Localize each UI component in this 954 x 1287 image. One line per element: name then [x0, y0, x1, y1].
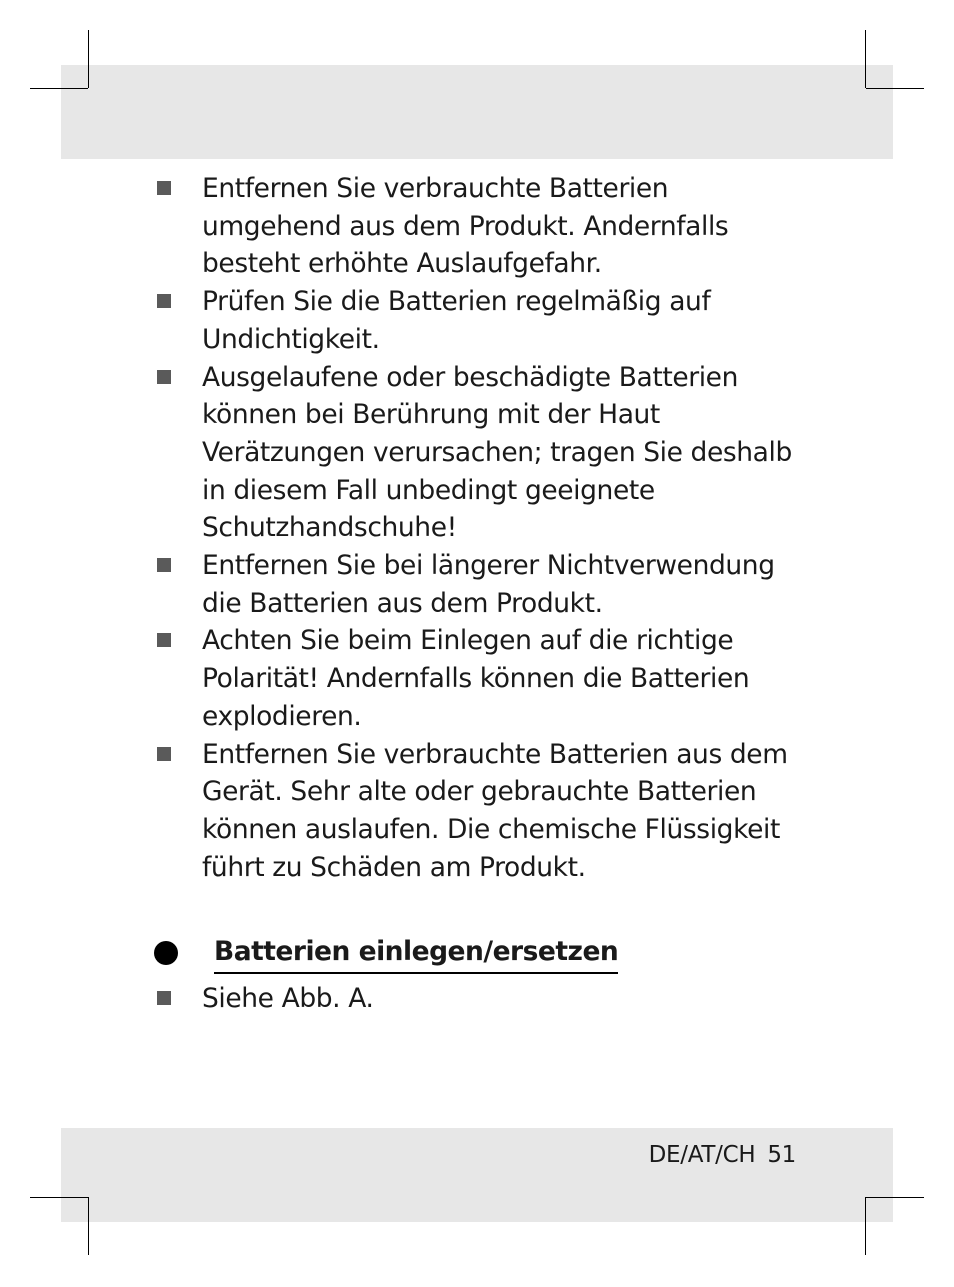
- square-bullet-icon: [157, 558, 171, 572]
- square-bullet-icon: [157, 633, 171, 647]
- list-item-text: Siehe Abb. A.: [202, 983, 374, 1014]
- list-item: [150, 980, 810, 1018]
- square-bullet-icon: [157, 181, 171, 195]
- crop-mark: [88, 1197, 89, 1255]
- crop-mark: [30, 1197, 88, 1198]
- bullet-list: [150, 980, 810, 1018]
- list-item-text: Entfernen Sie verbrauchte Batterien aus dem Gerät. Sehr alte oder gebrauchte Batterien können auslaufen. Die chemische Flüssigkeit führt zu Schäden am Produkt.: [202, 738, 788, 883]
- region-label: DE/AT/CH: [648, 1142, 756, 1168]
- crop-mark: [866, 88, 924, 89]
- battery-safety-list: [150, 170, 810, 886]
- list-item-text: Prüfen Sie die Batterien regelmäßig auf Undichtigkeit.: [202, 286, 711, 355]
- list-item: [150, 736, 810, 887]
- page-footer: [649, 1138, 796, 1172]
- square-bullet-icon: [157, 991, 171, 1005]
- page-number: 51: [767, 1142, 796, 1168]
- list-item-text: Achten Sie beim Einlegen auf die richtige Polarität! Andernfalls können die Batterien explodieren.: [202, 625, 750, 732]
- square-bullet-icon: [157, 294, 171, 308]
- list-item-text: Entfernen Sie verbrauchte Batterien umgehend aus dem Produkt. Andernfalls besteht erhöhte Auslaufgefahr.: [202, 173, 729, 280]
- square-bullet-icon: [157, 370, 171, 384]
- list-item-text: Ausgelaufene oder beschädigte Batterien können bei Berührung mit der Haut Verätzungen verursachen; tragen Sie deshalb in diesem Fall unbedingt geeignete Schutzhandschuhe!: [202, 361, 792, 544]
- crop-mark: [30, 88, 88, 89]
- square-bullet-icon: [157, 747, 171, 761]
- list-item: [150, 622, 810, 735]
- crop-mark: [865, 1197, 866, 1255]
- section-list: [150, 980, 810, 1018]
- list-item: [150, 547, 810, 622]
- bullet-list: [150, 170, 810, 886]
- list-item-text: Entfernen Sie bei längerer Nichtverwendung die Batterien aus dem Produkt.: [202, 550, 775, 619]
- section-title: Batterien einlegen/ersetzen: [214, 934, 618, 974]
- header-band: [61, 65, 893, 159]
- filled-circle-icon: [154, 941, 178, 965]
- section-header: [150, 934, 810, 978]
- crop-mark: [88, 30, 89, 88]
- list-item: [150, 359, 810, 548]
- list-item: [150, 170, 810, 283]
- crop-mark: [865, 30, 866, 88]
- crop-mark: [866, 1197, 924, 1198]
- list-item: [150, 283, 810, 358]
